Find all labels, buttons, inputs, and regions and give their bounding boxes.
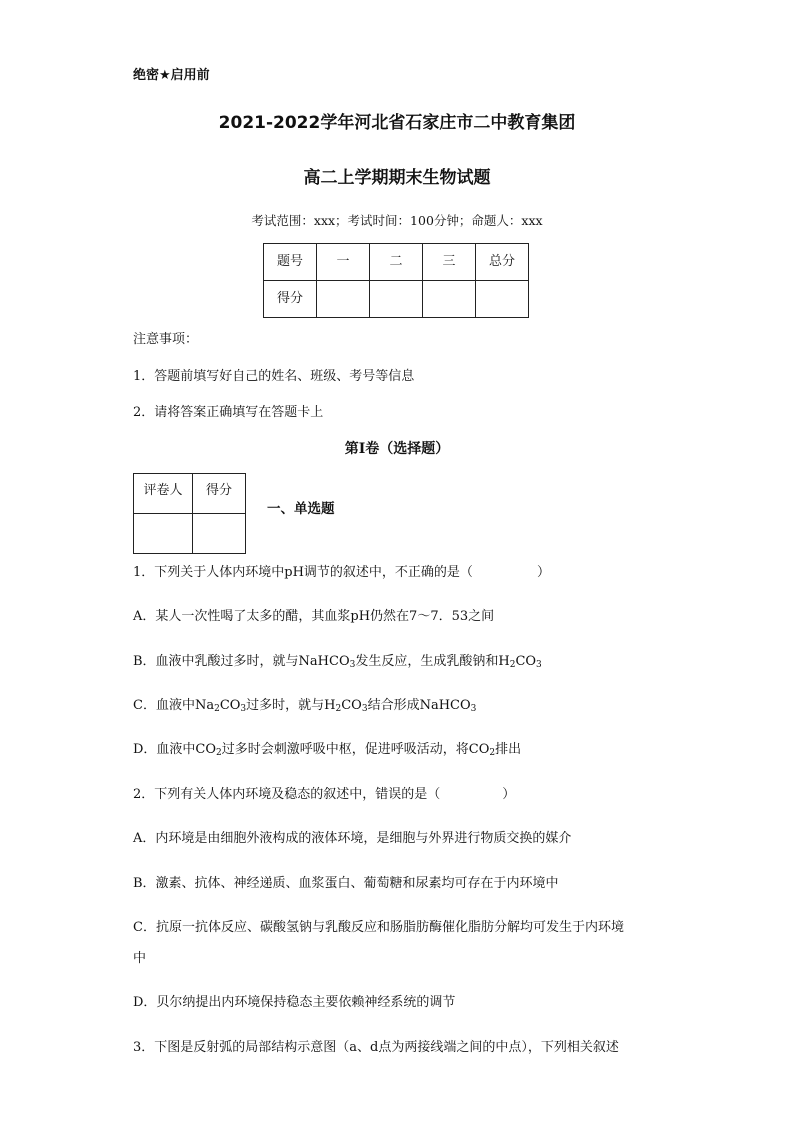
section-title: 第I卷（选择题） [344,441,450,457]
grader-table [133,473,246,554]
notice-item: 2．请将答案正确填写在答题卡上 [133,405,324,420]
question-2-option-d: D．贝尔纳提出内环境保持稳态主要依赖神经系统的调节 [133,995,456,1010]
question-2-option-c: C．抗原一抗体反应、碳酸氢钠与乳酸反应和肠脂肪酶催化脂肪分解均可发生于内环境 [133,920,624,935]
score-table-score-row [264,281,529,318]
grader-cell-reviewer: 评卷人 [134,474,193,514]
exam-title-line2: 高二上学期期末生物试题 [303,168,491,188]
grader-cell-blank [193,514,246,554]
question-3-stem: 3．下图是反射弧的局部结构示意图（a、d点为两接线端之间的中点），下列相关叙述 [133,1040,619,1055]
score-cell-label: 得分 [264,281,317,318]
question-1-option-c: C．血液中$Na_2CO_3$过多时，就与$H_2CO_3$结合形成NaHCO$_3$ [133,698,477,714]
question-2-option-c-continued: 中 [133,951,147,966]
question-2-option-a: A．内环境是由细胞外液构成的液体环境，是细胞与外界进行物质交换的媒介 [133,831,572,846]
score-cell-blank [370,281,423,318]
score-cell-part1: 一 [317,244,370,281]
score-table-header-row [264,244,529,281]
notice-item: 1．答题前填写好自己的姓名、班级、考号等信息 [133,369,415,384]
question-2-stem: 2．下列有关人体内环境及稳态的叙述中，错误的是（ ） [133,787,516,802]
score-cell-part3: 三 [423,244,476,281]
question-1-option-d: D．血液中$CO_2$过多时会刺激呼吸中枢，促进呼吸活动，将$CO_2$排出 [133,742,522,758]
exam-title-line1: 2021-2022学年河北省石家庄市二中教育集团 [218,113,576,133]
score-cell-part2: 二 [370,244,423,281]
score-table [263,243,529,318]
question-1-stem: 1．下列关于人体内环境中pH调节的叙述中，不正确的是（ ） [133,565,550,580]
question-2-option-b: B．激素、抗体、神经递质、血浆蛋白、葡萄糖和尿素均可存在于内环境中 [133,876,559,891]
grader-cell-blank [134,514,193,554]
question-1-option-b: B．血液中乳酸过多时，就与NaHCO$_3$发生反应，生成乳酸钠和$H_2CO_3$ [133,654,542,670]
score-cell-total: 总分 [476,244,529,281]
score-cell-blank [317,281,370,318]
subsection-title: 一、单选题 [267,501,335,517]
score-cell-blank [423,281,476,318]
notice-title: 注意事项： [133,332,199,347]
score-cell-question-no: 题号 [264,244,317,281]
score-cell-blank [476,281,529,318]
confidential-label: 绝密★启用前 [133,68,210,83]
question-1-option-a: A．某人一次性喝了太多的醋，其血浆pH仍然在7～7．53之间 [133,609,495,624]
exam-info: 考试范围：xxx；考试时间：100分钟；命题人：xxx [251,213,543,228]
grader-cell-score: 得分 [193,474,246,514]
